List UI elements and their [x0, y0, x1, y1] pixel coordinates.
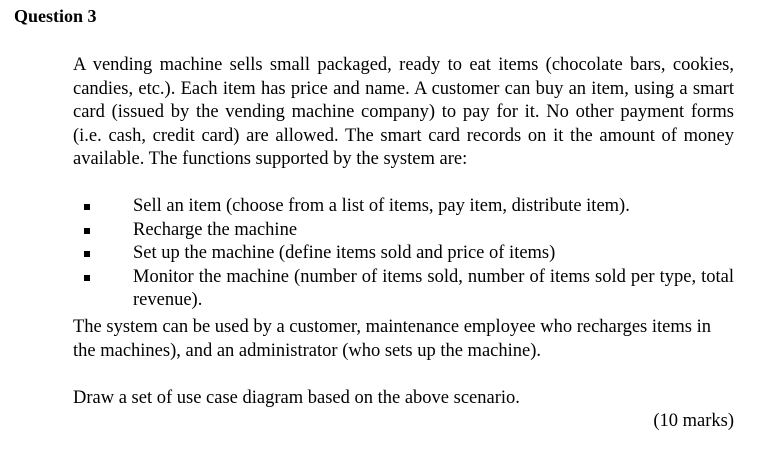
marks-label: (10 marks): [653, 411, 734, 431]
users-paragraph: The system can be used by a customer, maintenance employee who recharges items in the machines), and an administrator (who sets up the machine).: [73, 317, 711, 361]
function-text: Recharge the machine: [133, 219, 298, 240]
square-bullet-icon: [84, 275, 90, 281]
task-instruction: Draw a set of use case diagram based on the above scenario.: [73, 388, 520, 408]
function-item: [73, 195, 734, 219]
function-item: [73, 266, 734, 313]
square-bullet-icon: [84, 228, 90, 234]
square-bullet-icon: [84, 204, 90, 210]
function-text: Sell an item (choose from a list of items, pay item, distribute item).: [133, 196, 630, 216]
function-item: [73, 219, 734, 243]
function-text: Set up the machine (define items sold and price of items): [133, 243, 556, 263]
scenario-paragraph: A vending machine sells small packaged, ready to eat items (chocolate bars, cookies, candies, etc.). Each item has price and name. A customer can buy an item, using a smart card (issued by the vending machine company) to pay for it. No other payment forms (i.e. cash, credit card) are allowed. The smart card records on it the amount of money available. The functions supported by the system are:: [73, 55, 734, 169]
square-bullet-icon: [84, 251, 90, 257]
function-text: Monitor the machine (number of items sold, number of items sold per type, total revenue).: [133, 266, 734, 310]
question-title: Question 3: [14, 6, 97, 26]
function-list: [73, 195, 734, 313]
function-item: [73, 242, 734, 266]
